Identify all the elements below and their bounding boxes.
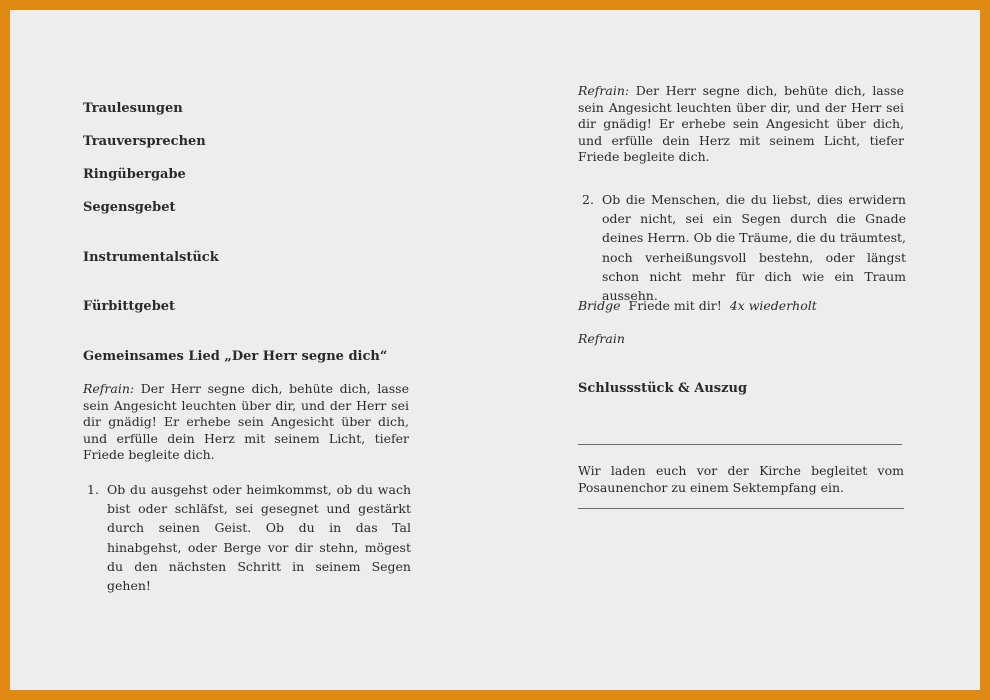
verse-number: 2.	[582, 192, 594, 207]
heading-ringuebergabe: Ringübergabe	[83, 167, 186, 182]
heading-gemeinsames-lied: Gemeinsames Lied „Der Herr segne dich“	[83, 349, 388, 364]
verse-text: Ob die Menschen, die du liebst, dies erwidern oder nicht, sei ein Segen durch die Gnade deines Herrn. Ob die Träume, die du träumtest, noch verheißungsvoll bestehn, oder längst schon nicht mehr für dich wie ein Traum aussehn.	[602, 192, 906, 304]
divider-top	[578, 444, 902, 445]
bridge-line	[578, 298, 817, 313]
refrain-label: Refrain:	[578, 83, 630, 98]
bridge-label: Bridge	[578, 298, 621, 313]
bridge-repeat: 4x wiederholt	[729, 298, 817, 313]
verse-text: Ob du ausgehst oder heimkommst, ob du wach bist oder schläfst, sei gesegnet und gestärkt durch seinen Geist. Ob du in das Tal hinabgehst, oder Berge vor dir stehn, mögest du den nächsten Schritt in seinem Segen gehen!	[107, 482, 411, 594]
right-refrain-paragraph	[578, 83, 904, 166]
verse-number: 1.	[87, 482, 99, 497]
invitation-paragraph: Wir laden euch vor der Kirche begleitet vom Posaunenchor zu einem Sektempfang ein.	[578, 463, 904, 495]
heading-schlussstueck: Schlussstück & Auszug	[578, 381, 748, 396]
heading-segensgebet: Segensgebet	[83, 200, 176, 215]
heading-trauversprechen: Trauversprechen	[83, 134, 206, 149]
refrain-repeat-line	[578, 331, 625, 346]
left-refrain-paragraph	[83, 381, 409, 464]
refrain-text: Der Herr segne dich, behüte dich, lasse sein Angesicht leuchten über dir, und der Herr sei dir gnädig! Er erhebe sein Angesicht über dich, und erfülle dein Herz mit seinem Licht, tiefer Friede begleite dich.	[578, 83, 904, 164]
booklet-page	[10, 10, 980, 690]
refrain-label: Refrain:	[83, 381, 135, 396]
refrain-text: Der Herr segne dich, behüte dich, lasse sein Angesicht leuchten über dir, und der Herr sei dir gnädig! Er erhebe sein Angesicht über dich, und erfülle dein Herz mit seinem Licht, tiefer Friede begleite dich.	[83, 381, 409, 462]
heading-traulesungen: Traulesungen	[83, 101, 183, 116]
heading-fuerbittgebet: Fürbittgebet	[83, 299, 176, 314]
heading-instrumentalstueck: Instrumentalstück	[83, 250, 219, 265]
verse-1	[83, 480, 411, 595]
refrain-repeat: Refrain	[578, 331, 625, 346]
divider-bottom	[578, 508, 904, 509]
bridge-text: Friede mit dir!	[628, 298, 722, 313]
verse-2	[578, 190, 906, 305]
